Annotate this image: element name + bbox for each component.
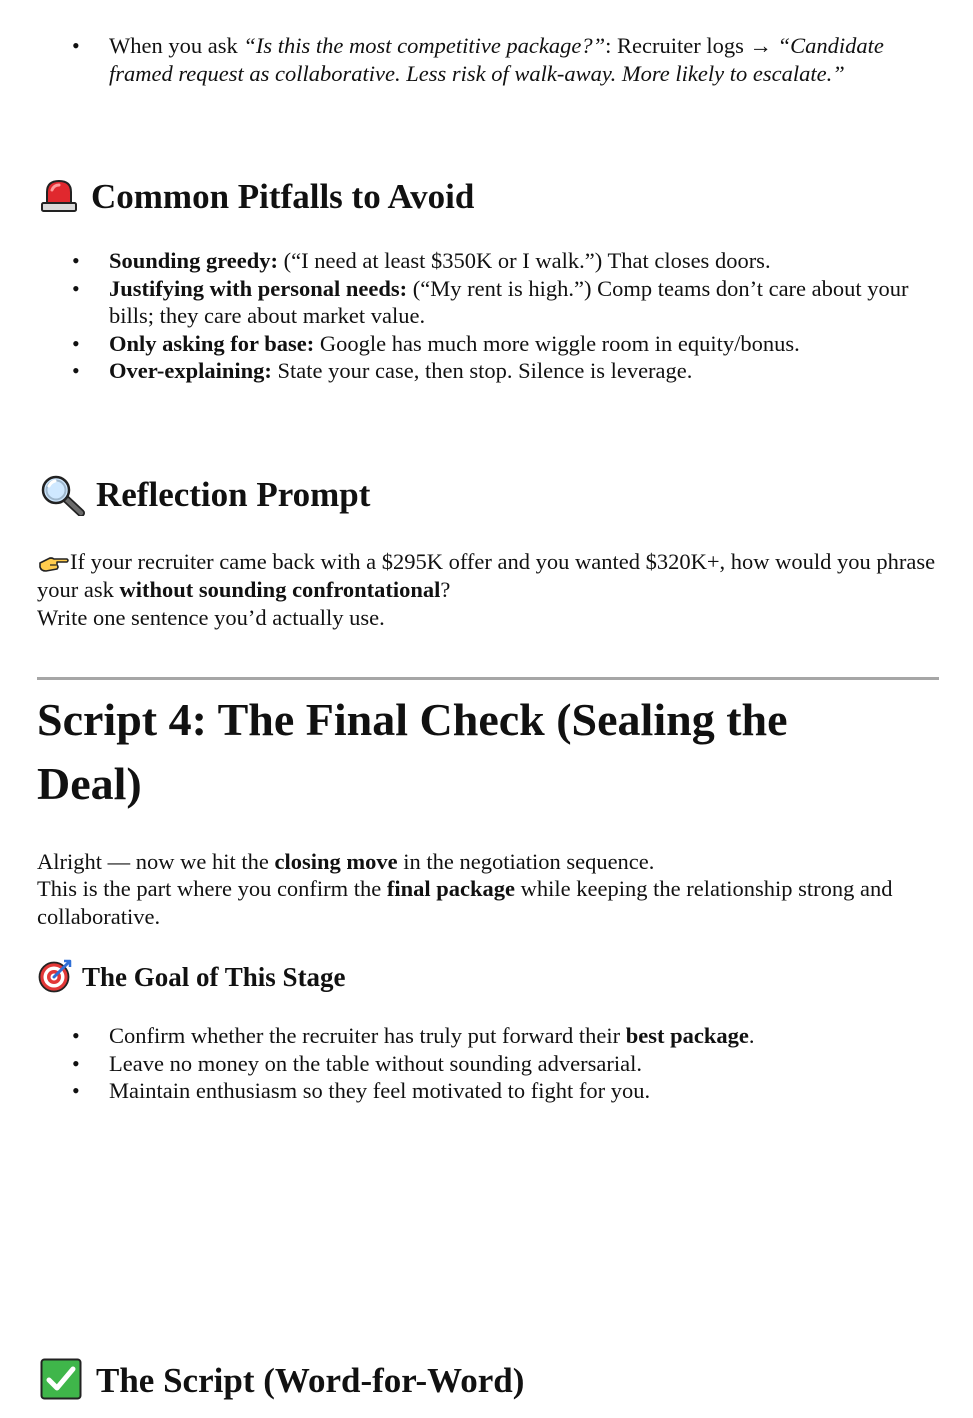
bullet-question: “Is this the most competitive package?”: [243, 33, 606, 58]
bullet-text: When you ask: [109, 33, 244, 58]
page-title: Script 4: The Final Check (Sealing the Deal): [37, 694, 788, 809]
check-mark-icon: [40, 1358, 82, 1400]
list-item: • Only asking for base: Google has much more wiggle room in equity/bonus.: [37, 330, 947, 358]
pitfalls-list: [37, 247, 947, 385]
pitfalls-heading: Common Pitfalls to Avoid: [91, 177, 475, 216]
magnifying-glass-icon: [39, 474, 85, 516]
target-icon: [38, 959, 72, 993]
list-item: • Sounding greedy: (“I need at least $350K or I walk.”) That closes doors.: [37, 247, 947, 275]
list-item: • Maintain enthusiasm so they feel motivated to fight for you.: [37, 1077, 947, 1105]
reflection-heading: Reflection Prompt: [96, 475, 371, 514]
list-item: • Over-explaining: State your case, then stop. Silence is leverage.: [37, 357, 947, 385]
script-heading: The Script (Word-for-Word): [96, 1361, 525, 1400]
goal-heading: The Goal of This Stage: [82, 962, 346, 992]
bullet-quote: “Candidate framed request as collaborative. Less risk of walk-away. More likely to escalate.”: [109, 33, 884, 86]
bullet-text: : Recruiter logs →: [605, 33, 778, 58]
list-item: [37, 32, 947, 87]
reflection-line2: Write one sentence you’d actually use.: [37, 605, 385, 630]
siren-icon: [40, 178, 78, 214]
intro-list: [37, 32, 947, 87]
list-item: • Leave no money on the table without sounding adversarial.: [37, 1050, 947, 1078]
script4-intro-p1: Alright — now we hit the closing move in the negotiation sequence.: [37, 849, 655, 874]
script4-intro-p2: This is the part where you confirm the final package while keeping the relationship strong and collaborative.: [37, 876, 893, 929]
reflection-prompt: If your recruiter came back with a $295K offer and you wanted $320K+, how would you phrase your ask without sounding confrontational?: [37, 549, 936, 602]
horizontal-rule: [37, 677, 939, 680]
goal-list: [37, 1022, 947, 1105]
list-item: • Justifying with personal needs: (“My rent is high.”) Comp teams don’t care about your bills; they care about market value.: [37, 275, 947, 330]
list-item: • Confirm whether the recruiter has truly put forward their best package.: [37, 1022, 947, 1050]
